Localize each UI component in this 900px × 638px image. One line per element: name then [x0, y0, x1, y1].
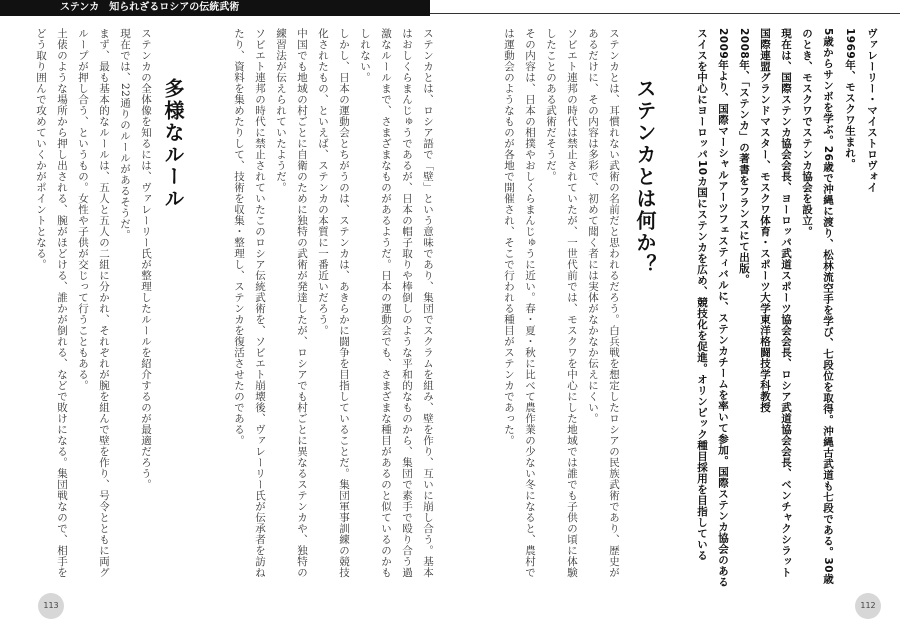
section-heading: 多様なルール — [161, 78, 185, 210]
bio-line: 1969年、モスクワ生まれ。 — [844, 28, 856, 170]
page-number: 113 — [38, 593, 64, 619]
right-page — [472, 28, 882, 588]
section-body: ステンカとは、耳慣れない武術の名前だと思われるだろう。白兵戦を想定したロシアの民族武術であり、歴史があるだけに、その内容は多彩で、初めて聞く者には実体がなかなか伝えにくい。 ソビエト連邦の時代は禁止されていたが、一世代前では、モスクワを中心にした地域では誰でも子供の頃に体験したことのある武術だそうだ。 その内容は、日本の相撲やおしくらまんじゅうに近い。春・夏・秋に比べて農作業の少ない冬になると、農村では運動会のようなものが各地で開催され、そこで行われる種目がステンカであった。 — [503, 28, 620, 578]
continued-body: ステンカとは、ロシア語で「壁」という意味であり、集団でスクラムを組み、壁を作り、互いに崩し合う。基本はおしくらまんじゅうであるが、日本の帽子取りや棒倒しのような平和的なものから、集団で素手で殴り合う過激なルールまで、さまざまなものがあるようだ。日本の運動会でも、さまざまな種目があるのと似ているのかもしれない。 しかし、日本の運動会とちがうのは、ステンカは、あきらかに闘争を目指していることだ。集団軍事訓練の競技化されたもの、といえば、ステンカの本質に一番近いだろう。 中国でも地域の村ごとに自衛のために独特の武術が発達したが、ロシアでも村ごとに異なるステンカや、独特の練習法が伝えられていたようだ。 ソビエト連邦の時代に禁止されていたこのロシア伝統武術を、ソビエト崩壊後、ヴァレーリー氏が伝承者を訪ねたり、資料を集めたりして、技術を収集・整理し、ステンカを復活させたのである。 — [233, 28, 434, 578]
section-heading: ステンカとは何か？ — [633, 78, 657, 276]
header-bar — [0, 0, 900, 16]
bio-line: 2008年、「ステンカ」の著書をフランスにて出版。 — [738, 28, 750, 285]
bio-line: 5歳からサンボを学ぶ。26歳で沖縄に渡り、松林流空手を学び、七段位を取得。沖縄古武道も七段である。30歳のとき、モスクワでステンカ協会を設立。 — [801, 28, 834, 585]
running-title: ステンカ 知られざるロシアの伝統武術 — [0, 0, 430, 16]
bio-line: 2009年より、国際マーシャルアーツフェスティバルに、ステンカチームを率いて参加。国際ステンカ協会のあるスイスを中心にヨーロッパ10カ国にステンカを広め、競技化を促進。オリンピック種目採用を目指している — [696, 28, 729, 588]
bio-name: ヴァレーリー・マイストロヴォイ — [866, 28, 878, 193]
section-body: ステンカの全体像を知るには、ヴァレーリー氏が整理したルールを紹介するのが最適だろう。 現在では、22通りのルールがあるそうだ。 まず、最も基本的なルールは、五人と五人の二組に分かれ、それぞれが腕を組んで壁を作り、号令とともに両グループが押し合う、というもの。女性や子供が交じって行うこともある。 土俵のような場所から押し出される、腕がほどける、誰かが倒れる、などで敗けになる。集団戦なので、相手をどう取り囲んで攻めていくかがポイントとなる。 — [35, 28, 152, 578]
page-number: 112 — [855, 593, 881, 619]
bio-line: 現在は、国際ステンカ協会会長、ヨーロッパ武道スポーツ協会会長、ロシア武道協会会長、ベンチャクシラット国際連盟グランドマスター、モスクワ体育・スポーツ大学東洋格闘技学科教授 — [759, 28, 792, 578]
header-rule — [430, 13, 900, 14]
left-page — [35, 28, 438, 588]
